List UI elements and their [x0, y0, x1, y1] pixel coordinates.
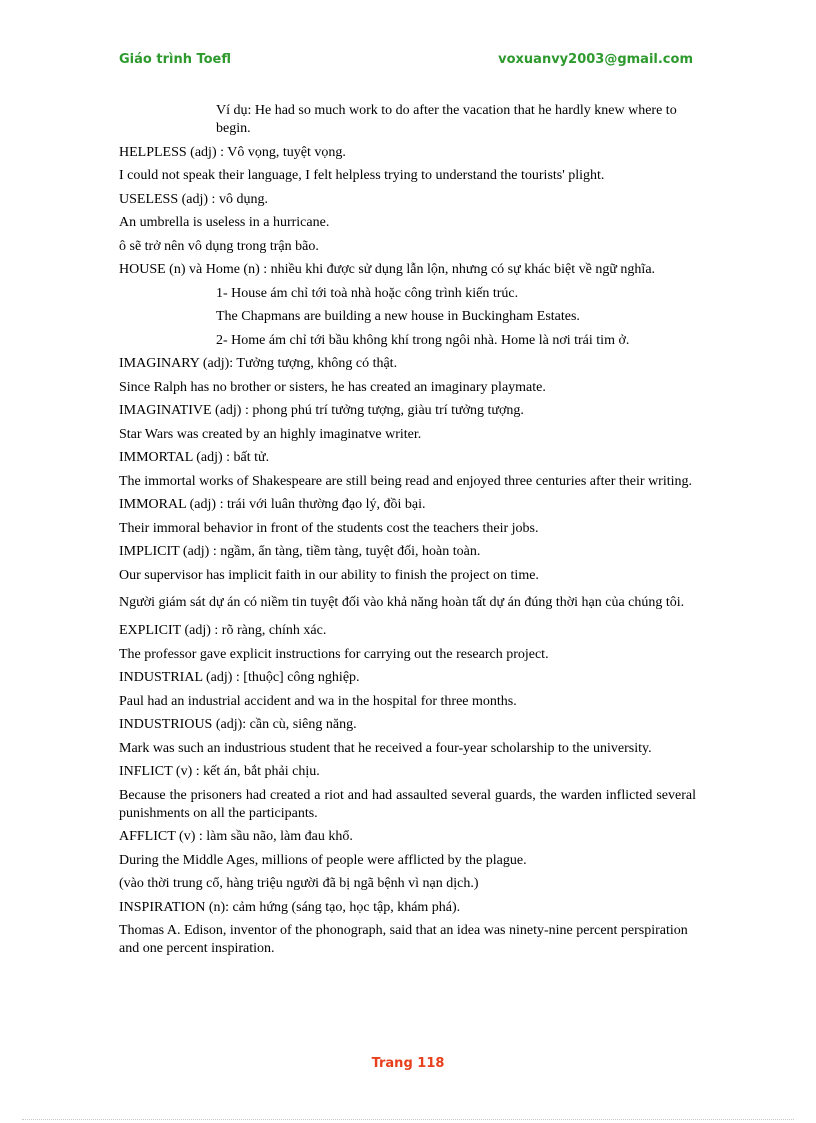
page-number — [0, 1056, 816, 1071]
page-number-label: Trang 118 — [371, 1056, 445, 1071]
header-email: voxuanvy2003@gmail.com — [498, 52, 693, 67]
example-line: Star Wars was created by an highly imaginatve writer. — [119, 426, 422, 442]
example-line: I could not speak their language, I felt helpless trying to understand the tourists' plight. — [119, 168, 605, 183]
page-body — [119, 102, 696, 964]
example-line: Ví dụ: He had so much work to do after the vacation that he hardly knew where to begin. — [216, 103, 677, 136]
note-line: 2- Home ám chỉ tới bầu không khí trong ngôi nhà. Home là nơi trái tim ở. — [216, 332, 630, 348]
term-explicit: EXPLICIT (adj) : rõ ràng, chính xác. — [119, 623, 327, 638]
term-industrious: INDUSTRIOUS (adj): cần cù, siêng năng. — [119, 717, 357, 732]
term-immortal: IMMORTAL (adj) : bất tử. — [119, 450, 270, 465]
example-line: Their immoral behavior in front of the students cost the teachers their jobs. — [119, 520, 539, 536]
example-line: During the Middle Ages, millions of people were afflicted by the plague. — [119, 852, 527, 868]
example-line: Our supervisor has implicit faith in our ability to finish the project on time. — [119, 567, 539, 583]
example-line: Mark was such an industrious student that he received a four-year scholarship to the university. — [119, 740, 652, 756]
note-line: 1- House ám chỉ tới toà nhà hoặc công trình kiến trúc. — [216, 285, 519, 301]
example-line: The Chapmans are building a new house in Buckingham Estates. — [216, 309, 580, 324]
example-line: Because the prisoners had created a riot and had assaulted several guards, the warden inflicted several punishments on all the participants. — [119, 787, 696, 821]
translation-line: Người giám sát dự án có niềm tin tuyệt đối vào khả năng hoàn tất dự án đúng thời hạn của chúng tôi. — [119, 595, 685, 610]
term-inflict: INFLICT (v) : kết án, bắt phải chịu. — [119, 764, 320, 779]
term-useless: USELESS (adj) : vô dụng. — [119, 191, 268, 207]
example-line: The immortal works of Shakespeare are still being read and enjoyed three centuries after their writing. — [119, 473, 693, 489]
example-line: The professor gave explicit instructions for carrying out the research project. — [119, 646, 549, 662]
bottom-divider — [22, 1119, 794, 1120]
term-industrial: INDUSTRIAL (adj) : [thuộc] công nghiệp. — [119, 670, 360, 685]
term-imaginary: IMAGINARY (adj): Tưởng tượng, không có thật. — [119, 356, 398, 371]
term-afflict: AFFLICT (v) : làm sầu não, làm đau khổ. — [119, 829, 353, 844]
term-inspiration: INSPIRATION (n): cảm hứng (sáng tạo, học tập, khám phá). — [119, 899, 461, 915]
example-line: Paul had an industrial accident and wa in the hospital for three months. — [119, 693, 517, 709]
term-house-home: HOUSE (n) và Home (n) : nhiều khi được sử dụng lẫn lộn, nhưng có sự khác biệt về ngữ nghĩa. — [119, 262, 656, 277]
example-line: Thomas A. Edison, inventor of the phonograph, said that an idea was ninety-nine percent perspiration and one percent inspiration. — [119, 923, 688, 956]
example-line: An umbrella is useless in a hurricane. — [119, 215, 330, 230]
translation-line: (vào thời trung cổ, hàng triệu người đã bị ngã bệnh vì nạn dịch.) — [119, 876, 479, 891]
translation-line: ô sẽ trở nên vô dụng trong trận bão. — [119, 238, 319, 254]
term-helpless: HELPLESS (adj) : Vô vọng, tuyệt vọng. — [119, 144, 346, 160]
term-immoral: IMMORAL (adj) : trái với luân thường đạo lý, đồi bại. — [119, 497, 426, 512]
example-line: Since Ralph has no brother or sisters, he has created an imaginary playmate. — [119, 379, 546, 395]
header-title: Giáo trình Toefl — [119, 52, 231, 67]
term-imaginative: IMAGINATIVE (adj) : phong phú trí tưởng tượng, giàu trí tưởng tượng. — [119, 403, 524, 418]
term-implicit: IMPLICIT (adj) : ngầm, ẩn tàng, tiềm tàng, tuyệt đối, hoàn toàn. — [119, 544, 481, 559]
